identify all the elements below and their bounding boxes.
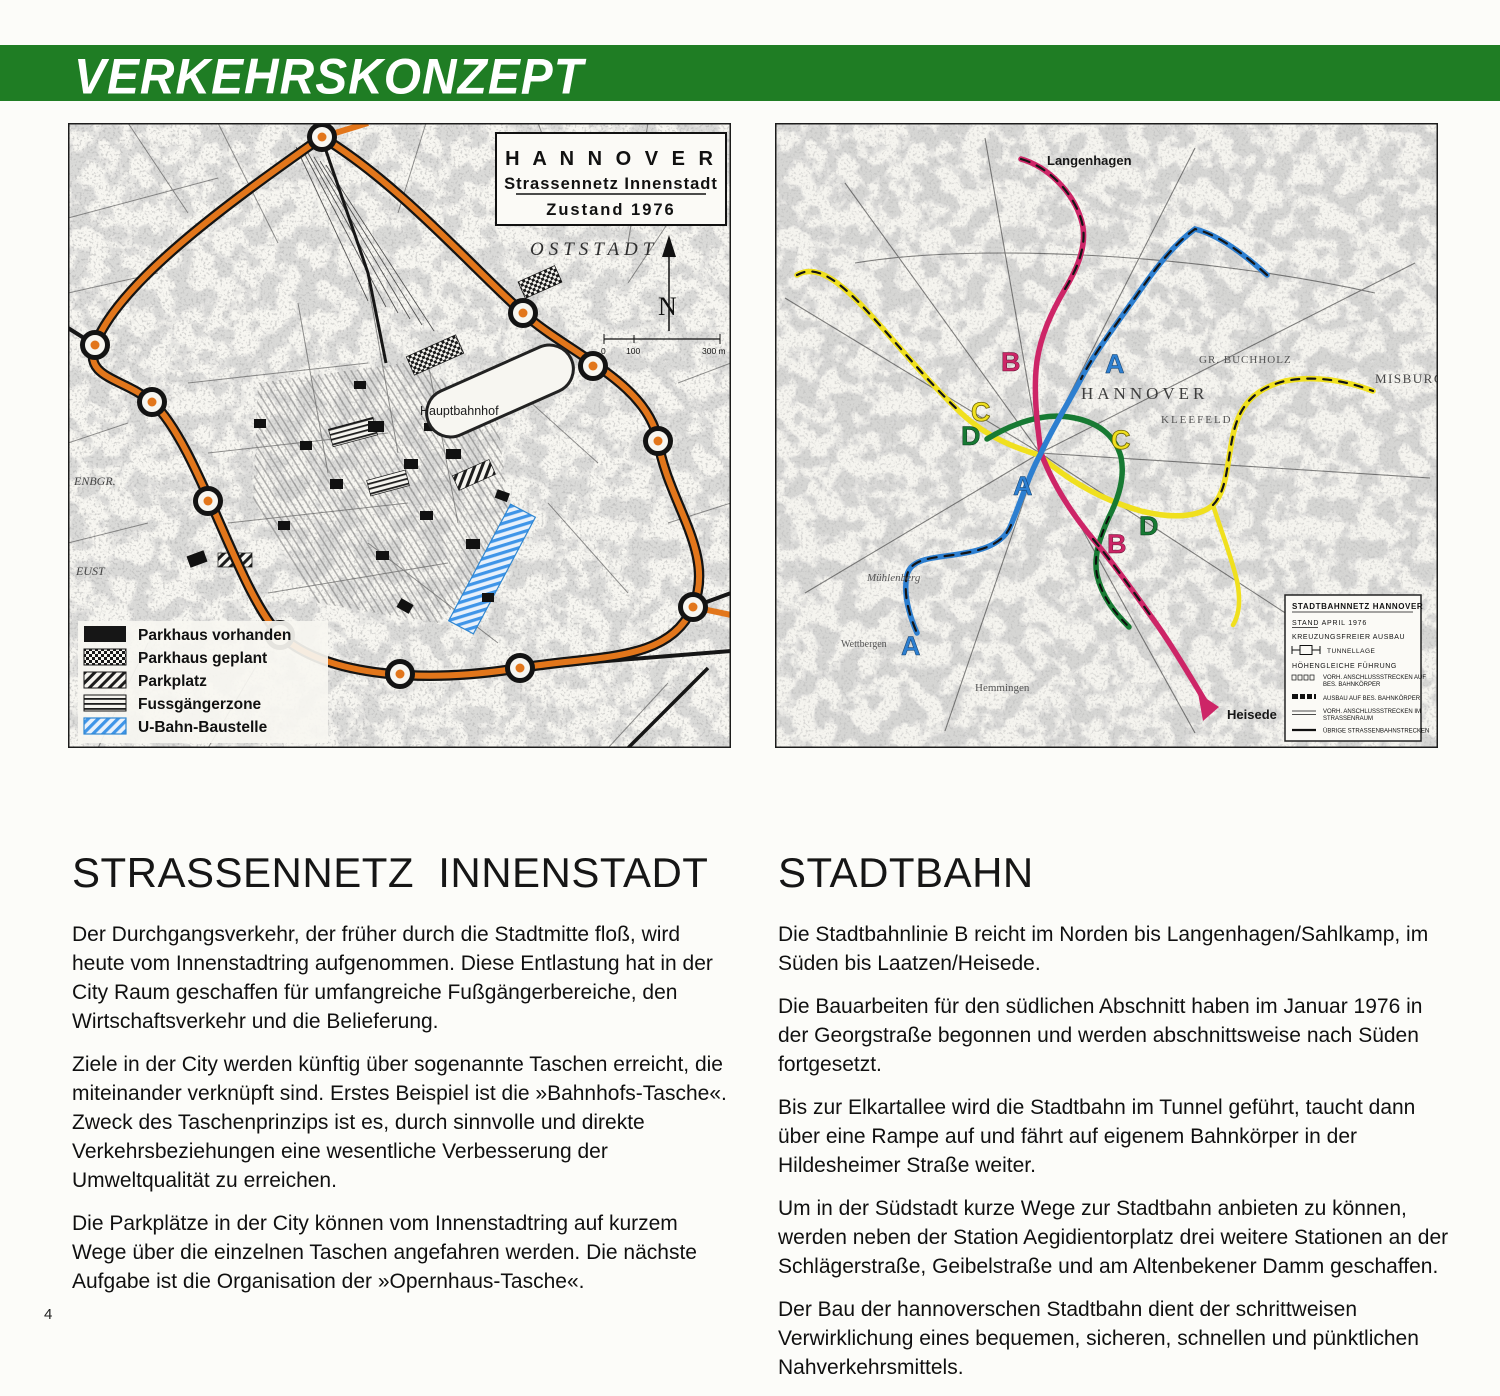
solid-dash-icon <box>1292 694 1316 699</box>
title-subtitle: Strassennetz Innenstadt <box>504 175 718 193</box>
page-number: 4 <box>44 1306 53 1323</box>
label-muehlenberg: Mühlenberg <box>867 572 921 584</box>
legend-title: STADTBAHNNETZ HANNOVER <box>1292 602 1424 611</box>
svg-text:C: C <box>1111 425 1131 455</box>
map-title-box <box>496 133 726 225</box>
paragraph: Um in der Südstadt kurze Wege zur Stadtbahn anbieten zu können, werden neben der Station Aegidientorplatz drei weitere Stationen an der Schlägerstraße, Geibelstraße und am Altenbekener Damm geschaffen. <box>778 1197 1449 1278</box>
legend-label-fussgaengerzone: Fussgängerzone <box>138 696 262 713</box>
legend-label-parkplatz: Parkplatz <box>138 673 207 690</box>
map-legend <box>78 621 328 743</box>
legend-label-parkhaus-geplant: Parkhaus geplant <box>138 650 268 667</box>
label-heisede: Heisede <box>1227 707 1277 722</box>
district-label-eust: EUST <box>76 564 105 578</box>
page-title: VERKEHRSKONZEPT <box>74 48 585 105</box>
paragraph: Die Stadtbahnlinie B reicht im Norden bis Langenhagen/Sahlkamp, im Süden bis Laatzen/Heisede. <box>778 923 1429 975</box>
hauptbahnhof-label: Hauptbahnhof <box>420 404 499 418</box>
paragraph: Die Parkplätze in der City können vom Innenstadtring auf kurzem Wege über die einzelnen Taschen angefahren werden. Die nächste Aufgabe ist die Organisation der »Opernhaus-Tasche«. <box>72 1212 697 1293</box>
legend-uebrige: ÜBRIGE STRASSENBAHNSTRECKEN <box>1323 728 1430 735</box>
label-hannover: HANNOVER <box>1081 384 1209 403</box>
label-hemmingen: Hemmingen <box>975 682 1030 694</box>
compass-north-label: N <box>658 292 677 321</box>
legend-vorh-bahnkoerper-1: VORH. ANSCHLUSSSTRECKEN AUF <box>1323 675 1427 681</box>
paragraph: Die Bauarbeiten für den südlichen Abschnitt haben im Januar 1976 in der Georgstraße begonnen und werden abschnittsweise nach Süden fortgesetzt. <box>778 995 1423 1076</box>
legend-kreuzungsfrei: KREUZUNGSFREIER AUSBAU <box>1292 634 1406 641</box>
paragraph: Bis zur Elkartallee wird die Stadtbahn im Tunnel geführt, taucht dann über eine Rampe auf und fährt auf eigenem Bahnkörper in der Hildesheimer Straße weiter. <box>778 1096 1416 1177</box>
paragraph: Der Bau der hannoverschen Stadtbahn dient der schrittweisen Verwirklichung eines bequemen, sicheren, schnellen und pünktlichen Nahverkehrsmittels. <box>778 1298 1419 1379</box>
svg-text:A: A <box>1105 349 1125 379</box>
svg-text:D: D <box>1139 511 1159 541</box>
legend-tunnellage: TUNNELLAGE <box>1327 648 1376 655</box>
legend-vorh-strassenraum-1: VORH. ANSCHLUSSSTRECKEN IM <box>1323 709 1422 715</box>
svg-text:B: B <box>1001 347 1021 377</box>
svg-text:B: B <box>1107 529 1127 559</box>
svg-text:300 m: 300 m <box>702 346 726 356</box>
svg-text:A: A <box>901 631 921 661</box>
label-langenhagen: Langenhagen <box>1047 153 1132 168</box>
svg-text:D: D <box>961 421 981 451</box>
article-stadtbahn <box>778 849 1456 1396</box>
legend-vorh-strassenraum-2: STRASSENRAUM <box>1323 716 1374 722</box>
paragraph: Der Durchgangsverkehr, der früher durch die Stadtmitte floß, wird heute vom Innenstadtring aufgenommen. Diese Entlastung hat in der City Raum geschaffen für umfangreiche Fußgängerbereiche, den Wirtschaftsverkehr und die Belieferung. <box>72 923 713 1033</box>
article-heading-strassennetz: STRASSENNETZ INNENSTADT <box>72 849 709 896</box>
svg-text:100: 100 <box>626 346 641 356</box>
article-heading-stadtbahn: STADTBAHN <box>778 849 1034 896</box>
legend-label-parkhaus-vorhanden: Parkhaus vorhanden <box>138 627 292 644</box>
title-state: Zustand 1976 <box>546 201 676 219</box>
street-network-map <box>68 123 731 748</box>
district-label-oststadt: OSTSTADT <box>530 239 659 260</box>
stadtbahn-map-svg <box>775 123 1438 748</box>
label-wettbergen: Wettbergen <box>841 639 887 650</box>
stadtbahn-legend <box>1285 595 1429 741</box>
article-strassennetz <box>72 849 732 1310</box>
paragraph: Ziele in der City werden künftig über sogenannte Taschen erreicht, die miteinander verknüpft sind. Erstes Beispiel ist die »Bahnhofs-Tasche«. Zweck des Taschenprinzips ist es, durch sinnvolle und direkte Verkehrsbeziehungen eine wesentliche Verbesserung der Umweltqualität zu erreichen. <box>72 1053 727 1192</box>
legend-hoehengleich: HÖHENGLEICHE FÜHRUNG <box>1292 663 1397 670</box>
legend-vorh-bahnkoerper-2: BES. BAHNKÖRPER <box>1323 682 1381 688</box>
label-buchholz: GR. BUCHHOLZ <box>1199 354 1292 366</box>
page-banner <box>0 45 1500 105</box>
label-kleefeld: KLEEFELD <box>1161 414 1233 426</box>
legend-ausbau: AUSBAU AUF BES. BAHNKÖRPER <box>1323 696 1421 702</box>
label-misburg: MISBURG <box>1375 371 1438 386</box>
title-city: H A N N O V E R <box>505 148 717 170</box>
svg-text:A: A <box>1013 471 1033 501</box>
street-network-map-svg <box>68 123 731 748</box>
svg-text:0: 0 <box>601 346 606 356</box>
legend-stand: STAND APRIL 1976 <box>1292 620 1368 627</box>
legend-label-ubahn-baustelle: U-Bahn-Baustelle <box>138 719 268 736</box>
svg-text:C: C <box>971 397 991 427</box>
stadtbahn-network-map <box>775 123 1438 748</box>
district-label-enbgr: ENBGR. <box>74 474 116 488</box>
